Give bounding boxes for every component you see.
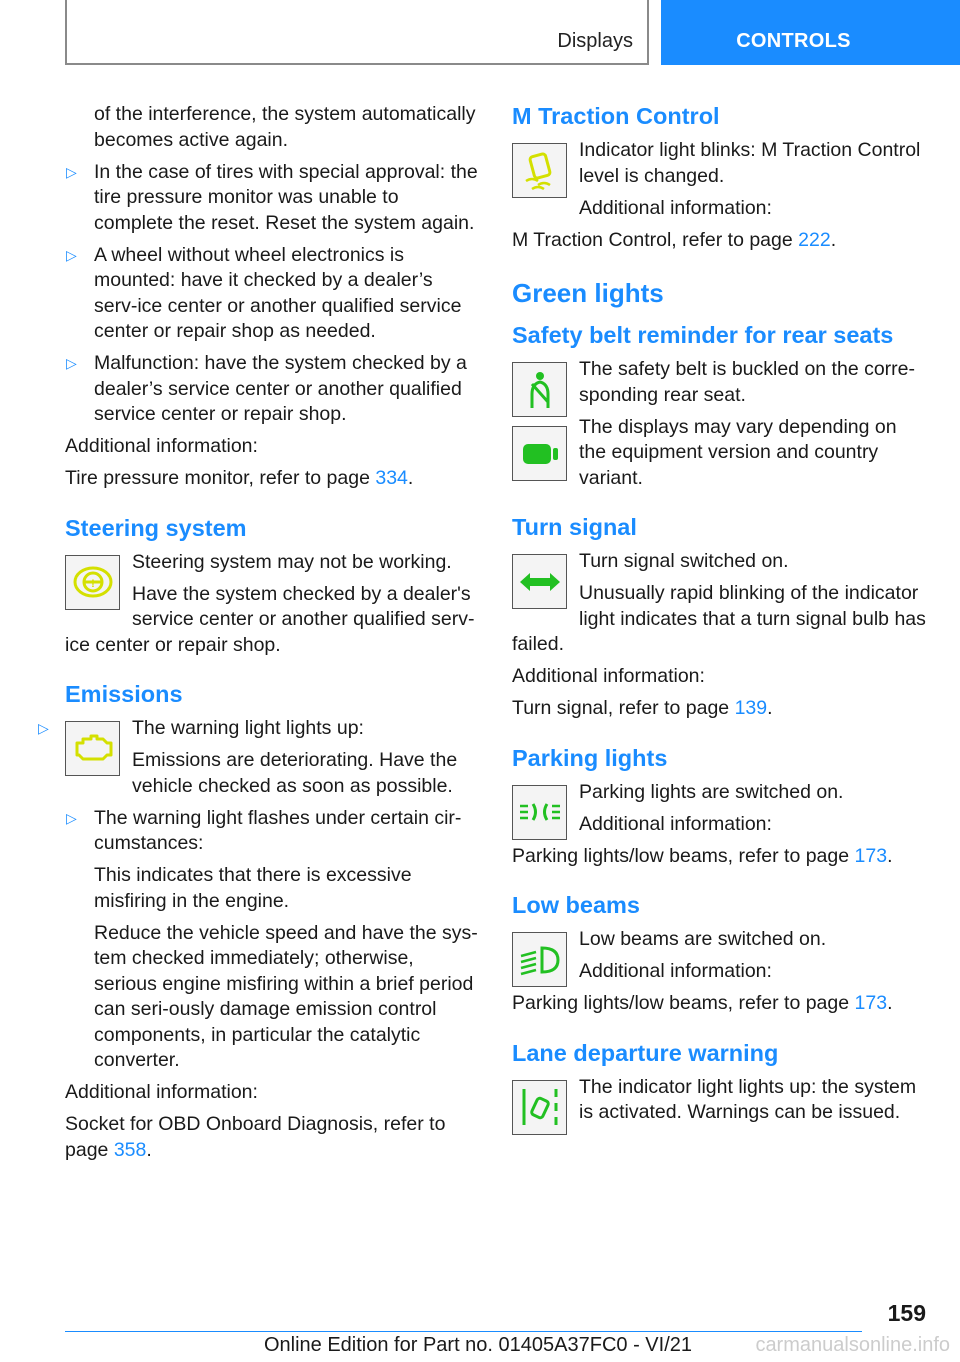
parking-lights-icon xyxy=(512,785,567,840)
lowbeam-p1: Low beams are switched on. xyxy=(579,928,827,950)
edition-text: Online Edition for Part no. 01405A37FC0 - VI/21 xyxy=(263,1334,692,1356)
bullet-text: A wheel without wheel electronics is mounted: have it checked by a dealer’s serv-ice center or another qualified service center or repair shop as needed. xyxy=(94,243,462,342)
reference-text: Turn signal, refer to page xyxy=(512,697,730,719)
low-beams-heading: Low beams xyxy=(512,892,640,918)
traction-control-heading: M Traction Control xyxy=(512,103,720,129)
reference-text: Tire pressure monitor, refer to page xyxy=(65,467,370,489)
safety-belt-icon-stack xyxy=(512,357,567,485)
bullet-text: In the case of tires with special approval: the tire pressure monitor was unable to complete the reset. Reset the system again. xyxy=(94,160,478,234)
bullet-triangle-icon: ▷ xyxy=(38,720,49,736)
belt-p2: The displays may vary depending on the equipment version and country variant. xyxy=(579,415,897,489)
turn-reference: Turn signal, refer to page 139. xyxy=(512,697,773,719)
steering-warning-icon xyxy=(65,555,120,610)
turn-signal-entry xyxy=(512,549,926,658)
lane-departure-icon xyxy=(512,1080,567,1135)
page-link-358[interactable]: 358 xyxy=(113,1138,147,1161)
lane-p1: The indicator light lights up: the system is activated. Warnings can be issued. xyxy=(579,1075,917,1123)
left-column xyxy=(38,102,481,1170)
turn-signal-heading: Turn signal xyxy=(512,514,637,540)
page-link-173[interactable]: 173 xyxy=(854,844,888,867)
bullet-item xyxy=(65,806,481,857)
steering-system-entry xyxy=(65,550,481,659)
safety-belt-icon xyxy=(512,362,567,417)
traction-control-entry xyxy=(512,138,926,221)
lowbeam-p2: Additional information: xyxy=(579,960,772,982)
green-lights-heading: Green lights xyxy=(512,278,664,308)
emissions-entry xyxy=(38,716,481,799)
tire-pressure-reference: Tire pressure monitor, refer to page 334. xyxy=(65,467,414,489)
low-beams-entry xyxy=(512,927,926,1017)
parking-p1: Parking lights are switched on. xyxy=(579,780,844,803)
traction-p2: Additional information: xyxy=(579,196,772,219)
bullet-text: The warning light flashes under certain cir-cumstances: xyxy=(94,806,462,854)
parking-reference: Parking lights/low beams, refer to page 173. xyxy=(512,844,893,867)
page-link-139[interactable]: 139 xyxy=(734,697,768,719)
steering-p2: Have the system checked by a dealer's service center or another qualified serv-ice center or repair shop. xyxy=(65,582,475,656)
page-number: 159 xyxy=(887,1300,926,1326)
header-section-label: Displays xyxy=(557,30,633,52)
bullet-item xyxy=(65,351,481,428)
reference-text: M Traction Control, refer to page xyxy=(512,228,793,251)
bullet-triangle-icon: ▷ xyxy=(66,355,77,371)
safety-belt-entry xyxy=(512,357,926,491)
emissions-heading: Emissions xyxy=(65,681,183,707)
low-beam-icon xyxy=(512,932,567,987)
safety-belt-heading: Safety belt reminder for rear seats xyxy=(512,322,894,348)
emissions-b2-detail-1: This indicates that there is excessive misfiring in the engine. xyxy=(94,864,412,912)
turn-p1: Turn signal switched on. xyxy=(579,550,789,572)
traction-reference: M Traction Control, refer to page 222. xyxy=(512,228,837,251)
additional-info-label: Additional information: xyxy=(65,1081,258,1103)
header-chapter-tab xyxy=(661,0,960,65)
turn-signal-icon xyxy=(512,554,567,609)
obd-reference: Socket for OBD Onboard Diagnosis, refer to page 358. xyxy=(65,1113,446,1161)
lane-departure-entry xyxy=(512,1075,926,1126)
watermark: carmanualsonline.info xyxy=(755,1334,950,1356)
page-link-173[interactable]: 173 xyxy=(854,992,888,1014)
emissions-b1-detail: Emissions are deteriorating. Have the vehicle checked as soon as possible. xyxy=(132,749,458,797)
turn-p2: Unusually rapid blinking of the indicator light indicates that a turn signal bulb has failed. xyxy=(512,582,926,655)
lowbeam-reference: Parking lights/low beams, refer to page 173. xyxy=(512,992,893,1014)
emissions-b2-detail-2: Reduce the vehicle speed and have the sys-tem checked immediately; otherwise, serious engine misfiring within a brief period can seri-ously damage emission control components, in particular the catalytic converter. xyxy=(94,921,478,1071)
parking-lights-entry xyxy=(512,780,926,870)
bullet-triangle-icon: ▷ xyxy=(66,163,77,180)
right-column xyxy=(512,102,926,1139)
traction-p1: Indicator light blinks: M Traction Control level is changed. xyxy=(579,139,921,187)
steering-system-heading: Steering system xyxy=(65,514,247,541)
traction-control-icon xyxy=(512,143,567,198)
belt-p1: The safety belt is buckled on the corre-sponding rear seat. xyxy=(579,358,916,406)
steering-p1: Steering system may not be working. xyxy=(132,550,452,573)
intro-text: of the interference, the system automatically becomes active again. xyxy=(94,103,476,151)
svg-text:!: ! xyxy=(90,578,95,590)
footer-divider xyxy=(65,1331,862,1332)
bullet-triangle-icon: ▷ xyxy=(66,809,77,826)
turn-addl: Additional information: xyxy=(512,665,705,687)
bullet-item xyxy=(65,243,481,345)
page-link-334[interactable]: 334 xyxy=(375,467,408,489)
page-link-222[interactable]: 222 xyxy=(798,228,831,251)
header-section-tab xyxy=(65,0,649,65)
lane-departure-heading: Lane departure warning xyxy=(512,1039,779,1066)
parking-lights-heading: Parking lights xyxy=(512,744,668,771)
reference-text: Parking lights/low beams, refer to page xyxy=(512,844,850,867)
reference-text: Socket for OBD Onboard Diagnosis, refer to page xyxy=(65,1113,446,1161)
rear-seat-display-icon xyxy=(512,426,567,481)
bullet-item xyxy=(65,160,481,237)
header-chapter-label: CONTROLS xyxy=(736,30,851,52)
reference-text: Parking lights/low beams, refer to page xyxy=(512,992,850,1014)
bullet-text: Malfunction: have the system checked by a dealer’s service center or another qualified service center or repair shop. xyxy=(94,352,467,425)
parking-p2: Additional information: xyxy=(579,812,772,835)
bullet-triangle-icon: ▷ xyxy=(66,246,77,263)
bullet-text: The warning light lights up: xyxy=(132,717,364,739)
bullet-item xyxy=(38,716,481,742)
additional-info-label: Additional information: xyxy=(65,435,258,457)
